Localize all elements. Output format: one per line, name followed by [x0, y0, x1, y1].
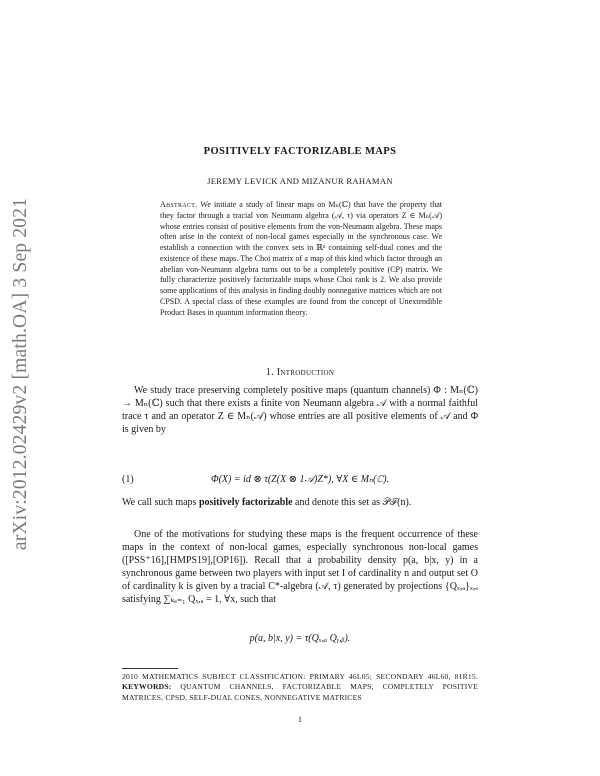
intro-paragraph-3-text: One of the motivations for studying these maps is the frequent occurrence of these maps in the context of non-local games, especially synchronous non-local games ([PSS⁺16],[HMPS19],[OP16]). Recall that a probability density p(a, b|x, y) in a synchronous game between two players with input set I of cardinality n and output set O of cardinality k is given by a tracial C*-algebra (𝒜, τ) generated by projections {Qₓ,ₐ}ₓ,ₐ satisfying ∑ₖₐ₌₁ Qₓ,ₐ = 1, ∀x, such that — [122, 529, 478, 606]
abstract-block — [160, 200, 442, 318]
intro-paragraph-2-after: and denote this set as 𝒫ℱ(n). — [292, 497, 412, 508]
footnote-msc: 2010 MATHEMATICS SUBJECT CLASSIFICATION: PRIMARY 46L05; SECONDARY 46L60, 81R15. — [122, 672, 478, 681]
footnote-keywords-label: KEYWORDS: — [122, 682, 172, 692]
arxiv-id-text: arXiv:2012.02429v2 [math.OA] 3 Sep 2021 — [10, 197, 31, 551]
intro-paragraph-1-text: We study trace preserving completely positive maps (quantum channels) Φ : Mₙ(ℂ) → Mₙ(ℂ) such that there exists a finite von Neumann algebra 𝒜 with a normal faithful trace τ and an operator Z ∈ Mₙ(𝒜) whose entries are all positive elements of 𝒜 and Φ is given by — [122, 385, 478, 436]
defined-term: positively factorizable — [198, 497, 293, 508]
equation-2 — [122, 633, 478, 647]
section-number: 1. — [265, 367, 274, 378]
intro-paragraph-1 — [122, 384, 478, 436]
footnote-block — [122, 672, 478, 703]
paper-authors: JEREMY LEVICK AND MIZANUR RAHAMAN — [207, 176, 393, 186]
footnote-divider — [122, 668, 178, 669]
footnote-keywords: QUANTUM CHANNELS, FACTORIZABLE MAPS, COMPLETELY POSITIVE MATRICES, CPSD, SELF-DUAL CONES, NONNEGATIVE MATRICES — [122, 682, 478, 702]
equation-1-number: (1) — [122, 474, 134, 485]
equation-1-body: Φ(X) = id ⊗ τ(Z(X ⊗ 1𝒜)Z*), ∀X ∈ Mₙ(ℂ). — [210, 474, 390, 485]
abstract-label: Abstract. — [160, 200, 198, 209]
intro-paragraph-2 — [122, 496, 478, 509]
equation-1 — [122, 474, 478, 488]
page-number: 1 — [298, 715, 302, 724]
abstract-text: We initiate a study of linear maps on Mₙ(ℂ) that have the property that they factor through a tracial von Neumann algebra (𝒜, τ) via operators Z ∈ Mₙ(𝒜) whose entries consist of positive elements from the von-Neumann algebra. These maps often arise in the context of non-local games especially in the synchronous case. We establish a connection with the convex sets in ℝⁿ containing self-dual cones and the existence of these maps. The Choi matrix of a map of this kind which factor through an abelian von-Neumann algebra turns out to be a completely positive (CP) matrix. We fully characterize positively factorizable maps whose Choi rank is 2. We also provide some applications of this analysis in finding doubly nonnegative matrices which are not CPSD. A special class of these examples are found from the concept of Unextendible Product Bases in quantum information theory. — [160, 200, 442, 317]
equation-2-body: p(a, b|x, y) = τ(Qₓ,ₐ Qᵧ,ᵦ). — [249, 633, 351, 644]
paper-title: POSITIVELY FACTORIZABLE MAPS — [203, 146, 397, 157]
intro-paragraph-2-before: We call such maps — [122, 497, 199, 508]
section-title: Introduction — [276, 367, 335, 378]
section-heading — [0, 367, 600, 378]
intro-paragraph-3 — [122, 528, 478, 607]
